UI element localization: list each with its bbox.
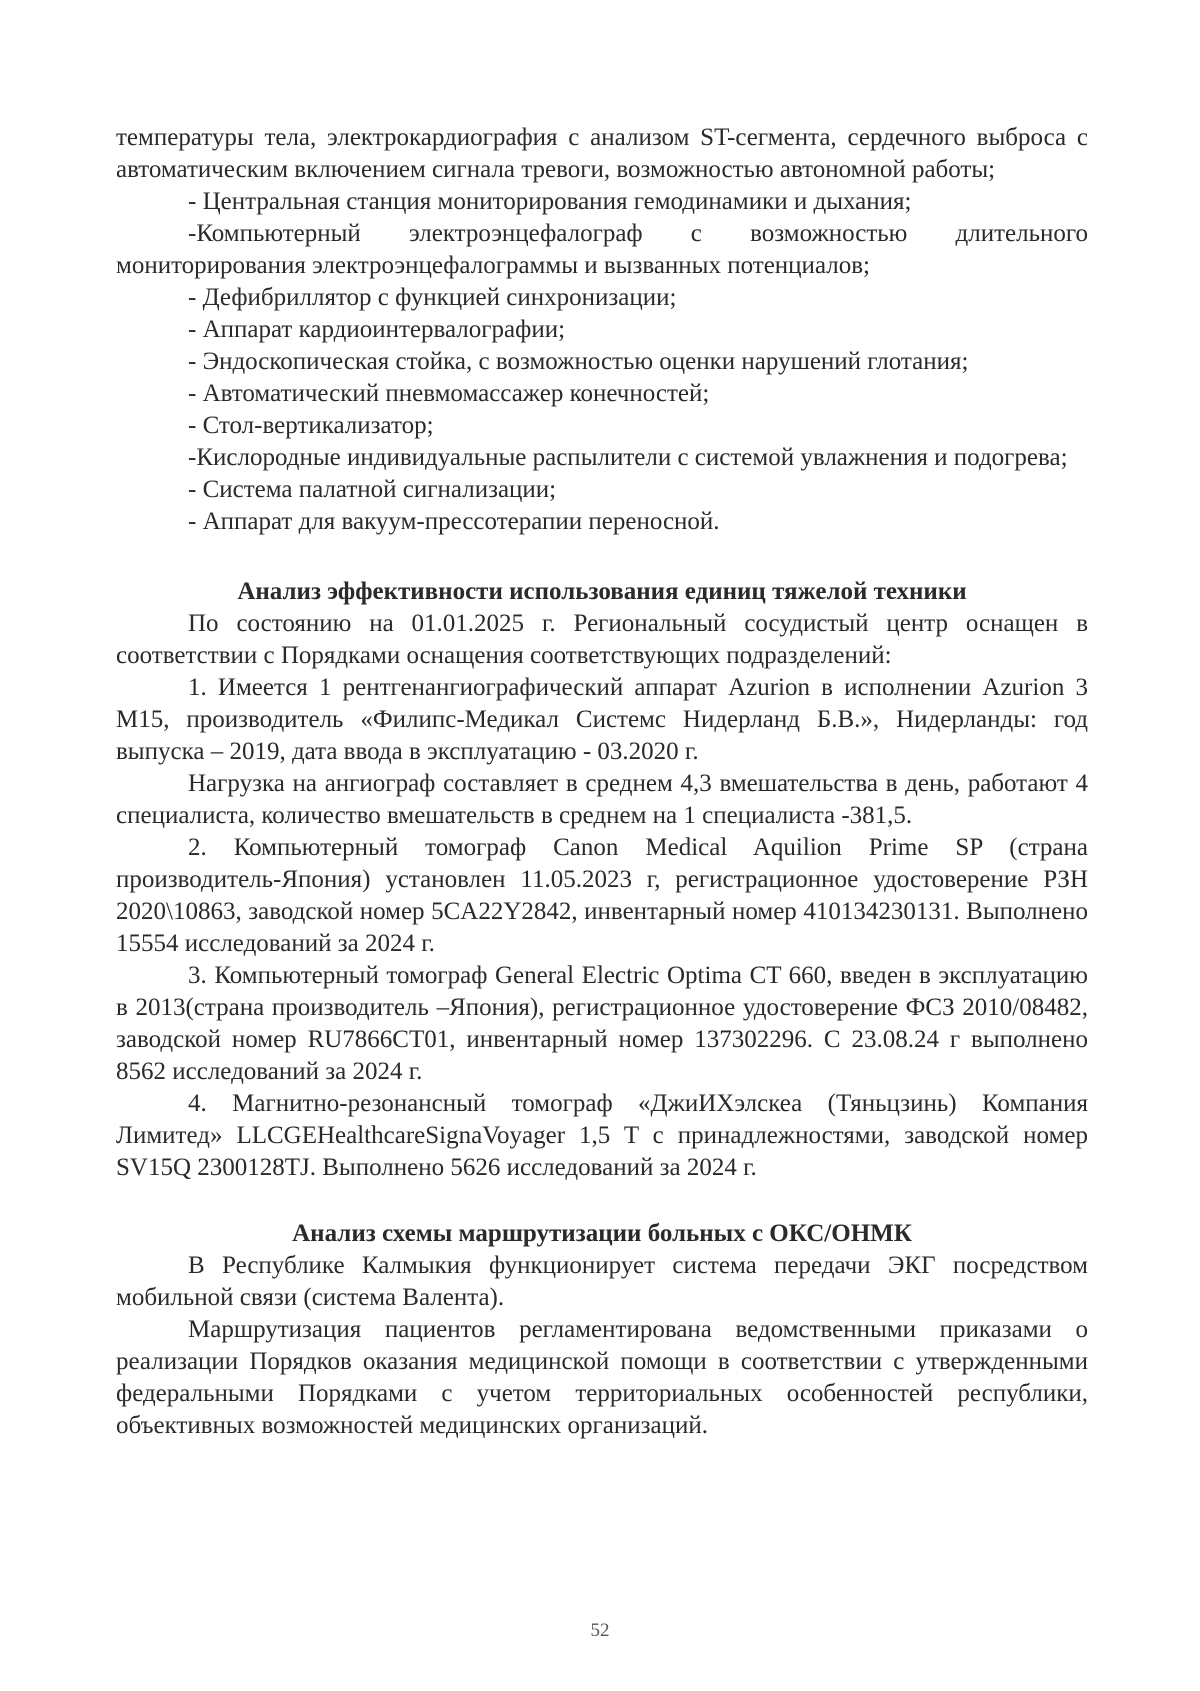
document-page: [116, 122, 1088, 1442]
list-item: -Кислородные индивидуальные распылители с системой увлажнения и подогрева;: [188, 444, 1068, 471]
paragraph-continuation: температуры тела, электрокардиография с анализом ST-сегмента, сердечного выброса с автоматическим включением сигнала тревоги, возможностью автономной работы;: [116, 124, 1088, 183]
numbered-item: 3. Компьютерный томограф General Electric Optima CT 660, введен в эксплуатацию в 2013(страна производитель –Япония), регистрационное удостоверение ФСЗ 2010/08482, заводской номер RU7866CT01, инвентарный номер 137302296. С 23.08.24 г выполнено 8562 исследований за 2024 г.: [116, 962, 1088, 1085]
numbered-item: 2. Компьютерный томограф Canon Medical Aquilion Prime SP (страна производитель-Япония) установлен 11.05.2023 г, регистрационное удостоверение РЗН 2020\10863, заводской номер 5CA22Y2842, инвентарный номер 410134230131. Выполнено 15554 исследований за 2024 г.: [116, 834, 1088, 957]
list-item: - Аппарат для вакуум-прессотерапии переносной.: [188, 508, 720, 535]
paragraph: В Республике Калмыкия функционирует система передачи ЭКГ посредством мобильной связи (система Валента).: [116, 1252, 1088, 1311]
list-item: - Дефибриллятор с функцией синхронизации;: [188, 284, 677, 311]
page-number: 52: [590, 1620, 610, 1641]
list-item: -Компьютерный электроэнцефалограф с возможностью длительного мониторирования электроэнцефалограммы и вызванных потенциалов;: [116, 220, 1088, 279]
paragraph: Маршрутизация пациентов регламентирована ведомственными приказами о реализации Порядков оказания медицинской помощи в соответствии с утвержденными федеральными Порядками с учетом территориальных особенностей республики, объективных возможностей медицинских организаций.: [116, 1316, 1088, 1439]
list-item: - Аппарат кардиоинтервалографии;: [188, 316, 566, 343]
section-heading-equipment: Анализ эффективности использования единиц тяжелой техники: [237, 578, 967, 605]
numbered-item: 1. Имеется 1 рентгенангиографический аппарат Azurion в исполнении Azurion 3 M15, производитель «Филипс-Медикал Системс Нидерланд Б.В.», Нидерланды: год выпуска – 2019, дата ввода в эксплуатацию - 03.2020 г.: [116, 674, 1088, 765]
numbered-item: 4. Магнитно-резонансный томограф «ДжиИХэлскеа (Тяньцзинь) Компания Лимитед» LLCGEHealthcareSignaVoyager 1,5 T с принадлежностями, заводской номер SV15Q 2300128TJ. Выполнено 5626 исследований за 2024 г.: [116, 1090, 1088, 1181]
list-item: - Центральная станция мониторирования гемодинамики и дыхания;: [188, 188, 912, 215]
list-item: - Автоматический пневмомассажер конечностей;: [188, 380, 710, 407]
list-item: - Стол-вертикализатор;: [188, 412, 434, 439]
paragraph: Нагрузка на ангиограф составляет в среднем 4,3 вмешательства в день, работают 4 специалиста, количество вмешательств в среднем на 1 специалиста -381,5.: [116, 770, 1088, 829]
section-heading-routing: Анализ схемы маршрутизации больных с ОКС/ОНМК: [292, 1220, 912, 1247]
paragraph: По состоянию на 01.01.2025 г. Региональный сосудистый центр оснащен в соответствии с Порядками оснащения соответствующих подразделений:: [116, 610, 1088, 669]
list-item: - Система палатной сигнализации;: [188, 476, 557, 503]
list-item: - Эндоскопическая стойка, с возможностью оценки нарушений глотания;: [188, 348, 969, 375]
